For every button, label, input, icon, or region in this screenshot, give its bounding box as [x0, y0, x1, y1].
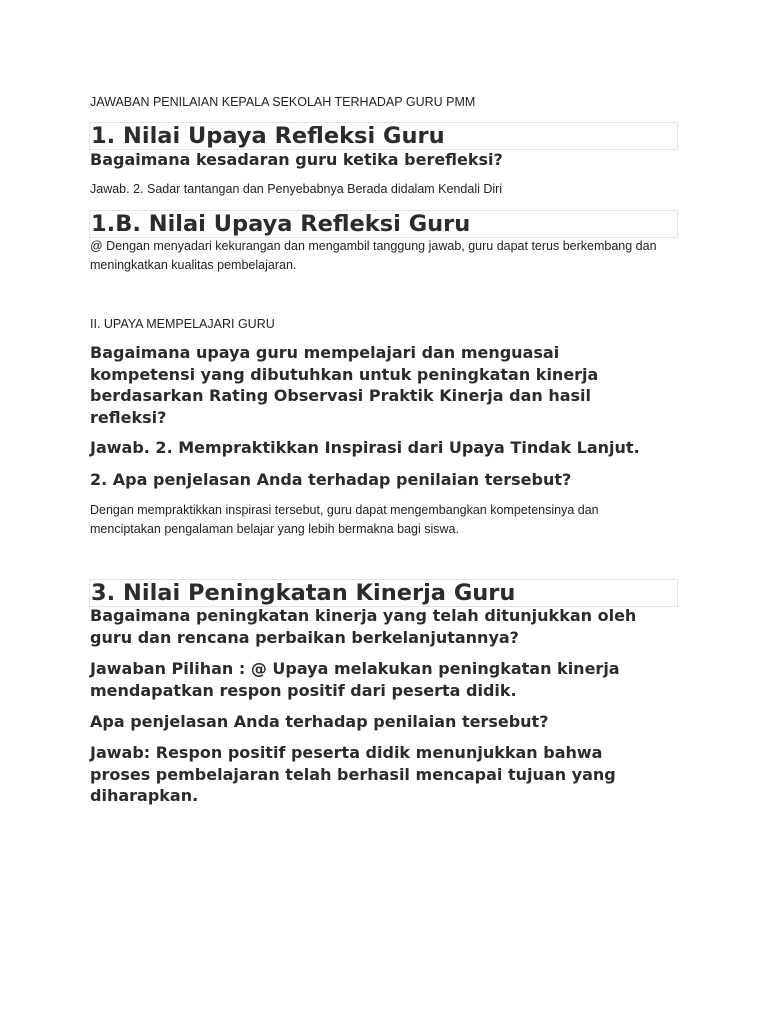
section-3-question: Bagaimana peningkatan kinerja yang telah ditunjukkan oleh guru dan rencana perbaikan berkelanjutannya? [90, 606, 637, 647]
section-3-question-2: Apa penjelasan Anda terhadap penilaian tersebut? [90, 712, 549, 731]
section-1-question: Bagaimana kesadaran guru ketika berefleksi? [90, 150, 503, 169]
section-2-question-2: 2. Apa penjelasan Anda terhadap penilaian tersebut? [90, 470, 572, 489]
section-1-answer: Jawab. 2. Sadar tantangan dan Penyebabnya Berada didalam Kendali Diri [90, 182, 503, 196]
section-1b-body: @ Dengan menyadari kekurangan dan mengambil tanggung jawab, guru dapat terus berkembang dan meningkatkan kualitas pembelajaran. [90, 239, 657, 272]
section-2-answer: Jawab. 2. Mempraktikkan Inspirasi dari Upaya Tindak Lanjut. [90, 438, 640, 457]
section-1-heading: 1. Nilai Upaya Refleksi Guru [89, 122, 678, 150]
section-3-answer-2: Jawab: Respon positif peserta didik menunjukkan bahwa proses pembelajaran telah berhasil mencapai tujuan yang diharapkan. [90, 743, 616, 805]
section-3-answer-choice: Jawaban Pilihan : @ Upaya melakukan peningkatan kinerja mendapatkan respon positif dari peserta didik. [90, 659, 620, 700]
section-2-label: II. UPAYA MEMPELAJARI GURU [90, 317, 275, 331]
section-2-body: Dengan mempraktikkan inspirasi tersebut, guru dapat mengembangkan kompetensinya dan menciptakan pengalaman belajar yang lebih bermakna bagi siswa. [90, 503, 599, 536]
section-1b-heading: 1.B. Nilai Upaya Refleksi Guru [89, 210, 678, 238]
document-title: JAWABAN PENILAIAN KEPALA SEKOLAH TERHADAP GURU PMM [90, 95, 476, 109]
section-2-question: Bagaimana upaya guru mempelajari dan menguasai kompetensi yang dibutuhkan untuk peningkatan kinerja berdasarkan Rating Observasi Praktik Kinerja dan hasil refleksi? [90, 343, 599, 427]
section-3-heading: 3. Nilai Peningkatan Kinerja Guru [89, 579, 678, 607]
